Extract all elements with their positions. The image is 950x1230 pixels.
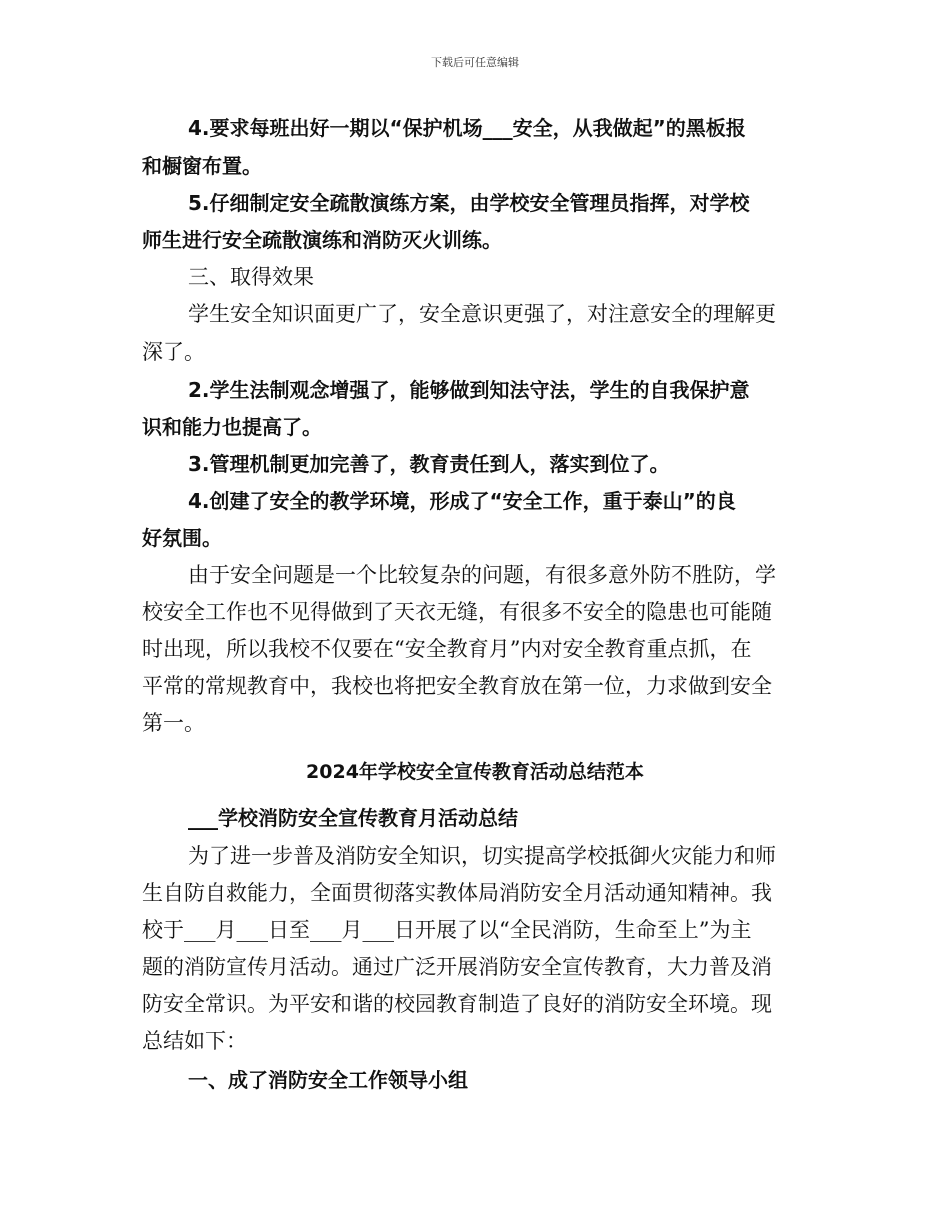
paragraph-line: 时出现，所以我校不仅要在“安全教育月”内对安全教育重点抓，在 — [142, 637, 752, 661]
paragraph-line: 4.要求每班出好一期以“保护机场___安全，从我做起”的黑板报 — [188, 116, 746, 140]
paragraph-line: 为了进一步普及消防安全知识，切实提高学校抵御火灾能力和师 — [188, 844, 776, 868]
paragraph-line: 2.学生法制观念增强了，能够做到知法守法，学生的自我保护意 — [188, 378, 750, 402]
paragraph-line: 好氛围。 — [142, 526, 222, 550]
paragraph-line: 生自防自救能力，全面贯彻落实教体局消防安全月活动通知精神。我 — [142, 881, 772, 905]
section-heading: 一、成了消防安全工作领导小组 — [188, 1068, 468, 1092]
paragraph-line: 由于安全问题是一个比较复杂的问题，有很多意外防不胜防，学 — [188, 563, 776, 587]
paragraph-line: 深了。 — [142, 340, 205, 364]
section-heading: 三、取得效果 — [188, 265, 314, 289]
paragraph-line: 学生安全知识面更广了，安全意识更强了，对注意安全的理解更 — [188, 302, 776, 326]
paragraph-line: 平常的常规教育中，我校也将把安全教育放在第一位，力求做到安全 — [142, 674, 772, 698]
paragraph-line: 校于___月___日至___月___日开展了以“全民消防，生命至上”为主 — [142, 918, 752, 942]
subtitle-line: ___学校消防安全宣传教育月活动总结 — [188, 806, 518, 830]
paragraph-line: 第一。 — [142, 711, 205, 735]
page-header: 下载后可任意编辑 — [431, 56, 519, 69]
paragraph-line: 3.管理机制更加完善了，教育责任到人，落实到位了。 — [188, 452, 670, 476]
paragraph-line: 校安全工作也不见得做到了天衣无缝，有很多不安全的隐患也可能随 — [142, 600, 772, 624]
paragraph-line: 师生进行安全疏散演练和消防灭火训练。 — [142, 228, 502, 252]
paragraph-line: 识和能力也提高了。 — [142, 415, 322, 439]
paragraph-line: 题的消防宣传月活动。通过广泛开展消防安全宣传教育，大力普及消 — [142, 955, 772, 979]
paragraph-line: 5.仔细制定安全疏散演练方案，由学校安全管理员指挥，对学校 — [188, 191, 750, 215]
paragraph-line: 4.创建了安全的教学环境，形成了“安全工作，重于泰山”的良 — [188, 489, 736, 513]
document-title: 2024年学校安全宣传教育活动总结范本 — [306, 761, 644, 783]
paragraph-line: 防安全常识。为平安和谐的校园教育制造了良好的消防安全环境。现 — [142, 992, 772, 1016]
paragraph-line: 总结如下： — [142, 1029, 247, 1053]
paragraph-line: 和橱窗布置。 — [142, 154, 262, 178]
